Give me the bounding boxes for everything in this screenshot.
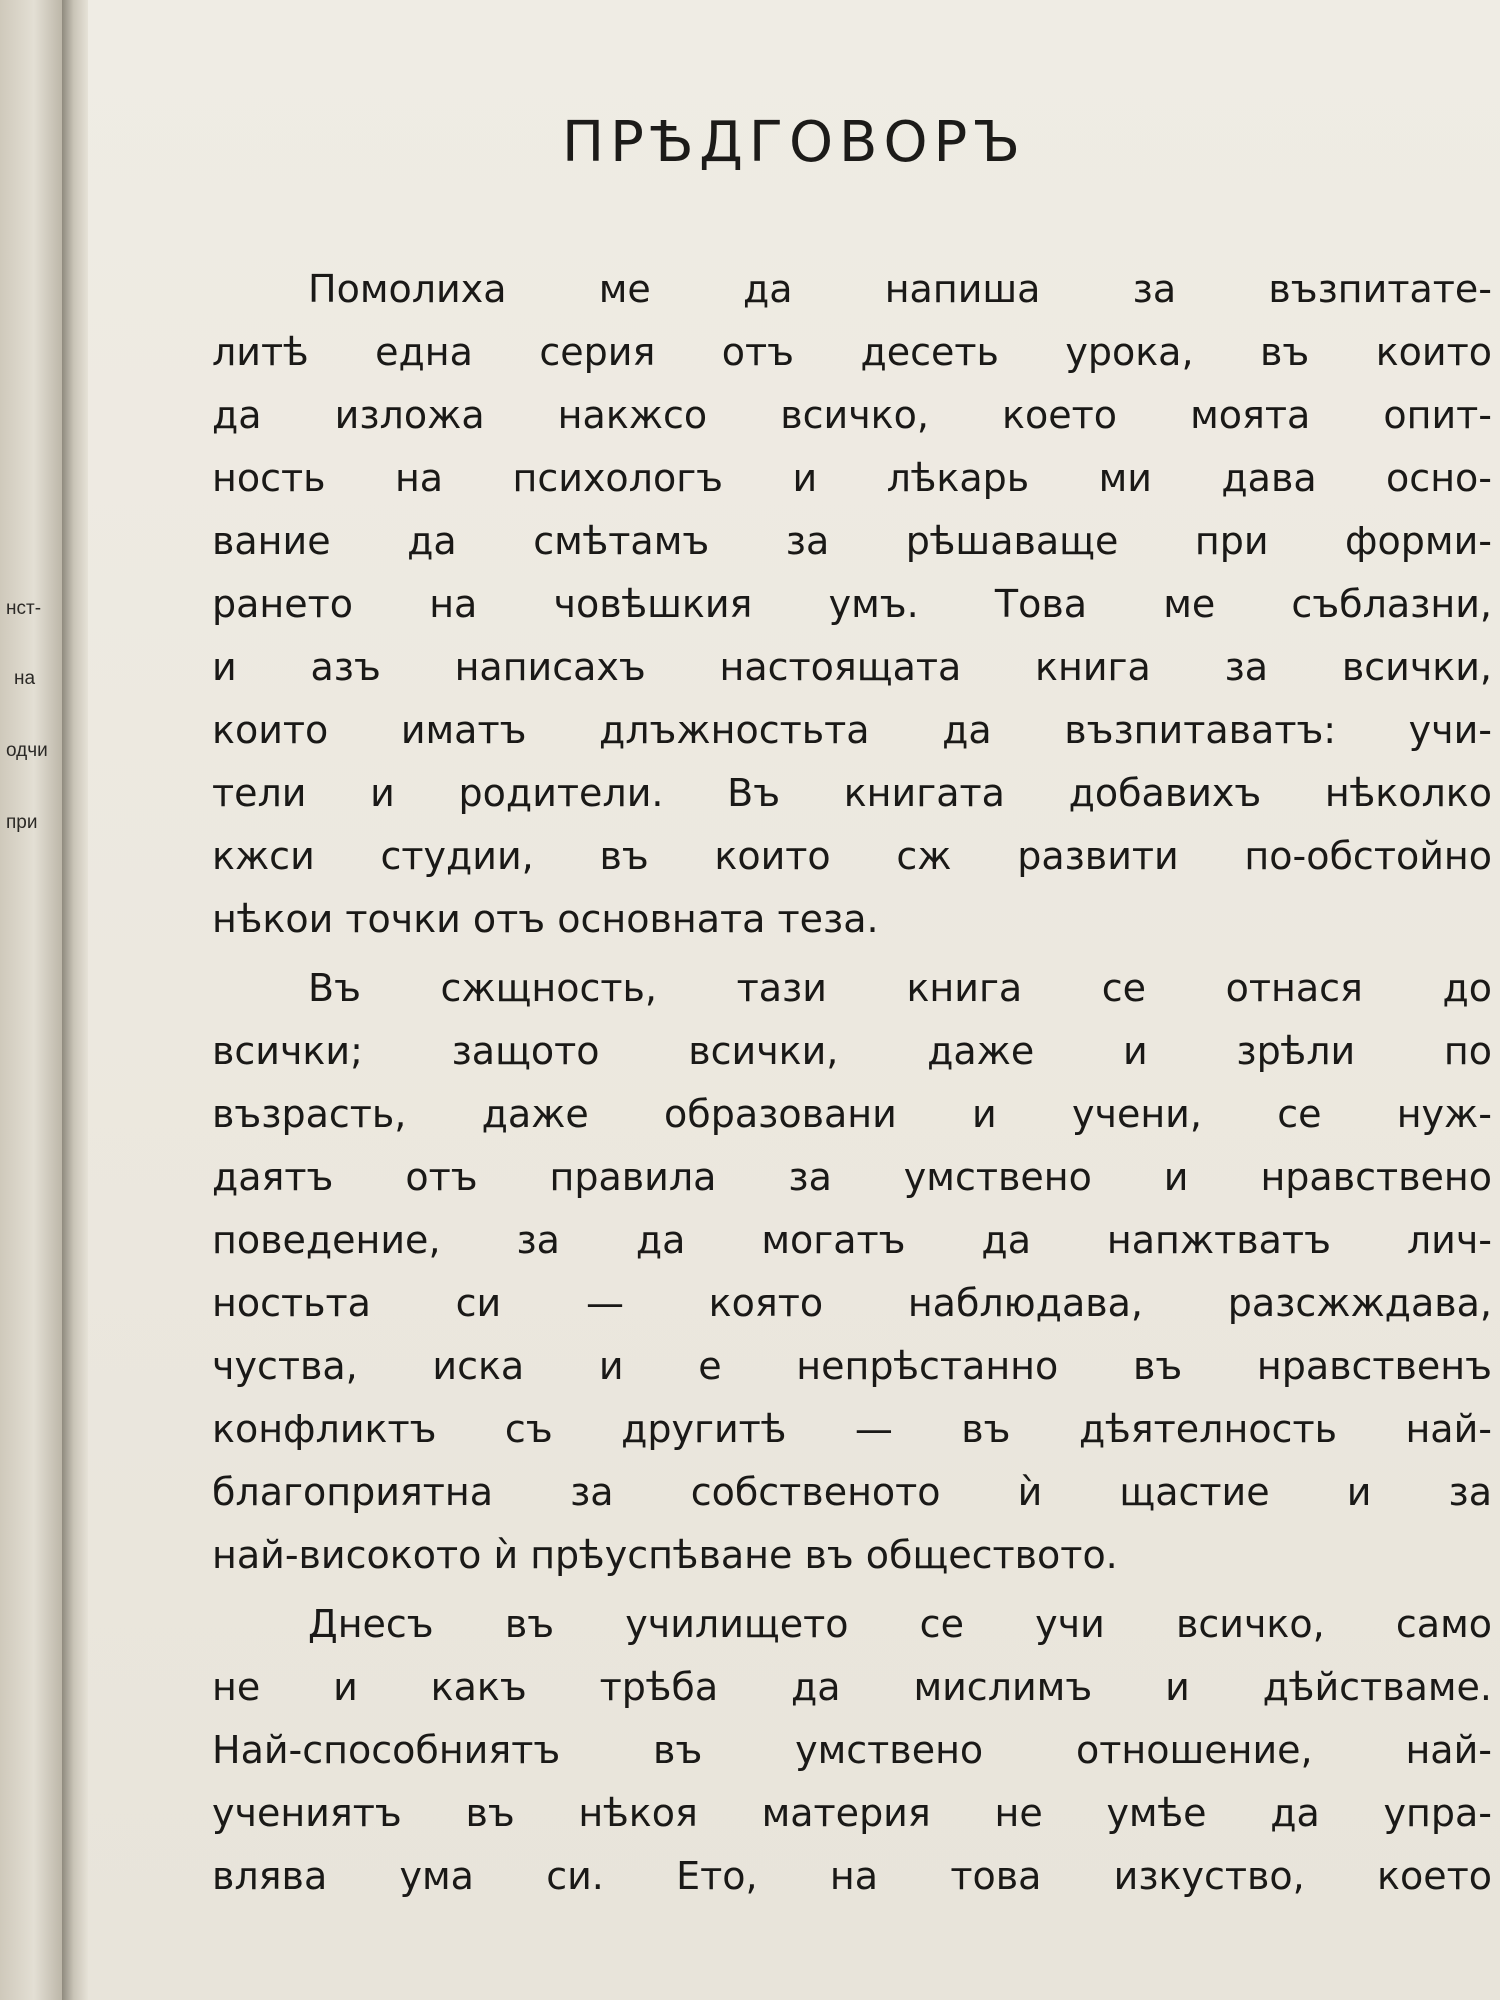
- text-line: чуства, иска и е непрѣстанно въ нравственъ: [212, 1344, 1492, 1388]
- previous-page-fragment: одчи: [6, 740, 48, 761]
- text-line: Помолиха ме да напиша за възпитате-: [308, 267, 1492, 311]
- text-line: нѣкои точки отъ основната теза.: [212, 897, 879, 941]
- text-line: тели и родители. Въ книгата добавихъ нѣколко: [212, 771, 1492, 815]
- text-line: вание да смѣтамъ за рѣшаваще при форми-: [212, 519, 1492, 563]
- text-line: кжси студии, въ които сж развити по-обстойно: [212, 834, 1492, 878]
- text-line: конфликтъ съ другитѣ — въ дѣятелность най-: [212, 1407, 1492, 1451]
- text-line: да изложа накжсо всичко, което моята опит-: [212, 393, 1492, 437]
- text-line: Днесъ въ училището се учи всичко, само: [308, 1602, 1492, 1646]
- previous-page-fragment: на: [14, 668, 36, 689]
- body-text: [212, 258, 1492, 1914]
- text-line: всички; защото всички, даже и зрѣли по: [212, 1029, 1492, 1073]
- text-line: най-високото ѝ прѣуспѣване въ обществото.: [212, 1533, 1118, 1577]
- text-line: Най-способниятъ въ умствено отношение, най-: [212, 1728, 1492, 1772]
- paragraph: [212, 957, 1492, 1587]
- paragraph: [212, 1593, 1492, 1908]
- book-page: [88, 0, 1500, 2000]
- text-line: възрасть, даже образовани и учени, се нуж-: [212, 1092, 1492, 1136]
- text-line: които иматъ длъжностьта да възпитаватъ: учи-: [212, 708, 1492, 752]
- text-line: ность на психологъ и лѣкарь ми дава осно-: [212, 456, 1492, 500]
- text-line: благоприятна за собственото ѝ щастие и за: [212, 1470, 1492, 1514]
- text-line: даятъ отъ правила за умствено и нравствено: [212, 1155, 1492, 1199]
- text-line: литѣ една серия отъ десеть урока, въ които: [212, 330, 1492, 374]
- previous-page-edge: [0, 0, 62, 2000]
- previous-page-fragment: при: [6, 812, 38, 833]
- text-line: ностьта си — която наблюдава, разсжждава,: [212, 1281, 1492, 1325]
- text-line: влява ума си. Ето, на това изкуство, което: [212, 1854, 1492, 1898]
- previous-page-fragment: нст-: [6, 598, 42, 619]
- paragraph: [212, 258, 1492, 951]
- text-line: Въ сжщность, тази книга се отнася до: [308, 966, 1492, 1010]
- book-gutter: [62, 0, 88, 2000]
- text-line: учениятъ въ нѣкоя материя не умѣе да упра-: [212, 1791, 1492, 1835]
- text-line: и азъ написахъ настоящата книга за всички,: [212, 645, 1492, 689]
- text-line: поведение, за да могатъ да напжтватъ лич-: [212, 1218, 1492, 1262]
- page-title: ПРѢДГОВОРЪ: [562, 110, 1026, 175]
- text-line: не и какъ трѣба да мислимъ и дѣйстваме.: [212, 1665, 1492, 1709]
- text-line: рането на човѣшкия умъ. Това ме съблазни,: [212, 582, 1492, 626]
